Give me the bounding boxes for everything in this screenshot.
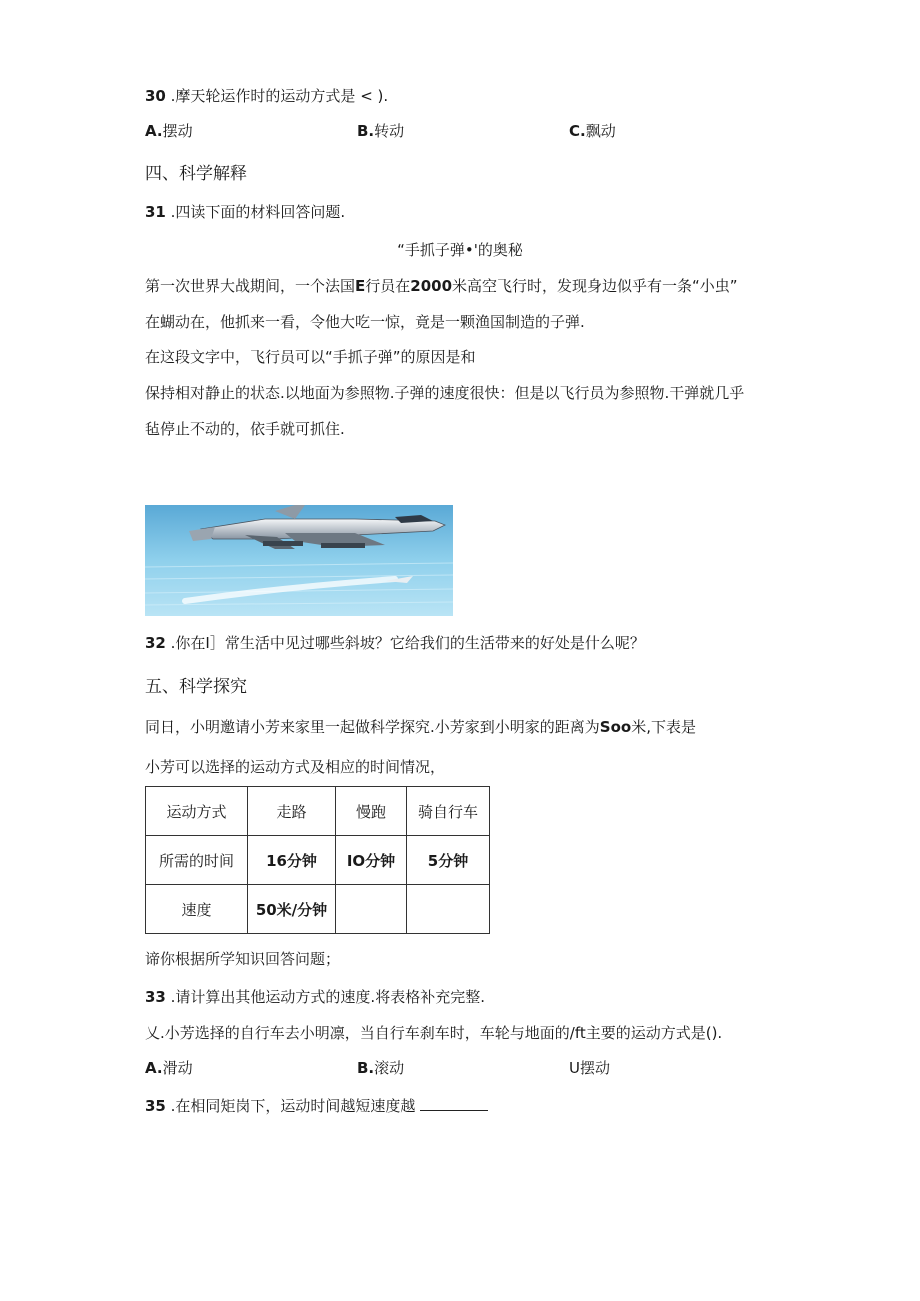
intro-line-2: 小芳可以选择的运动方式及相应的时间情况， bbox=[145, 758, 446, 776]
table-cell: IO分钟 bbox=[336, 836, 407, 885]
table-cell: 50米/分钟 bbox=[248, 885, 336, 934]
option-b: B.滚动 bbox=[357, 1059, 405, 1077]
question-text: .请计算出其他运动方式的速度.将表格补充完整. bbox=[170, 988, 485, 1006]
question-number: 35 bbox=[145, 1097, 166, 1115]
intro-line-1: 同日，小明邀请小芳来家里一起做科学探究.小芳家到小明家的距离为Soo米,下表是 bbox=[145, 718, 696, 736]
table-row bbox=[146, 836, 490, 885]
article-title: “手抓子弹•'的奥秘 bbox=[397, 241, 523, 259]
question-33 bbox=[145, 987, 485, 1007]
fighter-jet-icon bbox=[145, 505, 453, 616]
question-number: 32 bbox=[145, 634, 166, 652]
section-heading-4: 四、科学解释 bbox=[145, 164, 247, 184]
answer-prompt: 谛你根据所学知识回答问题； bbox=[145, 950, 341, 968]
article-paragraph-3-line-2: 毡停止不动的，依手就可抓住. bbox=[145, 420, 345, 438]
motion-table bbox=[145, 786, 490, 934]
table-cell: 速度 bbox=[146, 885, 248, 934]
table-cell: 慢跑 bbox=[336, 787, 407, 836]
question-34: 乂.小芳选择的自行车去小明凛，当自行车刹车时，车轮与地面的/ft主要的运动方式是(). bbox=[145, 1024, 723, 1042]
fighter-jet-image bbox=[145, 505, 453, 616]
answer-blank[interactable] bbox=[420, 1096, 488, 1111]
question-number: 30 bbox=[145, 87, 166, 105]
article-paragraph-3-line-1: 保持相对静止的状态.以地面为参照物.子弹的速度很快：但是以飞行员为参照物.干弹就几乎 bbox=[145, 384, 745, 402]
table-cell: 5分钟 bbox=[407, 836, 490, 885]
question-32 bbox=[145, 633, 645, 653]
article-paragraph-1-line-2: 在蝴动在，他抓来一看，令他大吃一惊，竟是一颗渔国制造的子弹. bbox=[145, 313, 585, 331]
table-cell bbox=[336, 885, 407, 934]
question-text: .摩天轮运作时的运动方式是 < ). bbox=[170, 87, 389, 105]
table-cell: 运动方式 bbox=[146, 787, 248, 836]
table-cell: 所需的时间 bbox=[146, 836, 248, 885]
question-text: .你在I］常生活中见过哪些斜坡？它给我们的生活带来的好处是什么呢？ bbox=[170, 634, 645, 652]
option-a: A.滑动 bbox=[145, 1059, 193, 1077]
table-cell: 骑自行车 bbox=[407, 787, 490, 836]
table-cell bbox=[407, 885, 490, 934]
question-number: 33 bbox=[145, 988, 166, 1006]
question-number: 31 bbox=[145, 203, 166, 221]
table-cell: 16分钟 bbox=[248, 836, 336, 885]
option-a: A.摆动 bbox=[145, 122, 193, 140]
table-row bbox=[146, 885, 490, 934]
question-30 bbox=[145, 86, 388, 106]
option-b: B.转动 bbox=[357, 122, 405, 140]
table-row bbox=[146, 787, 490, 836]
option-c: U摆动 bbox=[569, 1059, 610, 1077]
option-c: C.飘动 bbox=[569, 122, 616, 140]
question-text: .四读下面的材料回答问题. bbox=[170, 203, 346, 221]
question-35 bbox=[145, 1096, 488, 1116]
article-paragraph-1-line-1: 第一次世界大战期间，一个法国E行员在2000米高空飞行时，发现身边似乎有一条“小虫” bbox=[145, 277, 738, 295]
section-heading-5: 五、科学探究 bbox=[145, 677, 247, 697]
table-cell: 走路 bbox=[248, 787, 336, 836]
article-paragraph-2: 在这段文字中，飞行员可以“手抓子弹”的原因是和 bbox=[145, 348, 476, 366]
question-31 bbox=[145, 202, 345, 222]
question-text: .在相同矩岗下，运动时间越短速度越 bbox=[170, 1097, 416, 1115]
